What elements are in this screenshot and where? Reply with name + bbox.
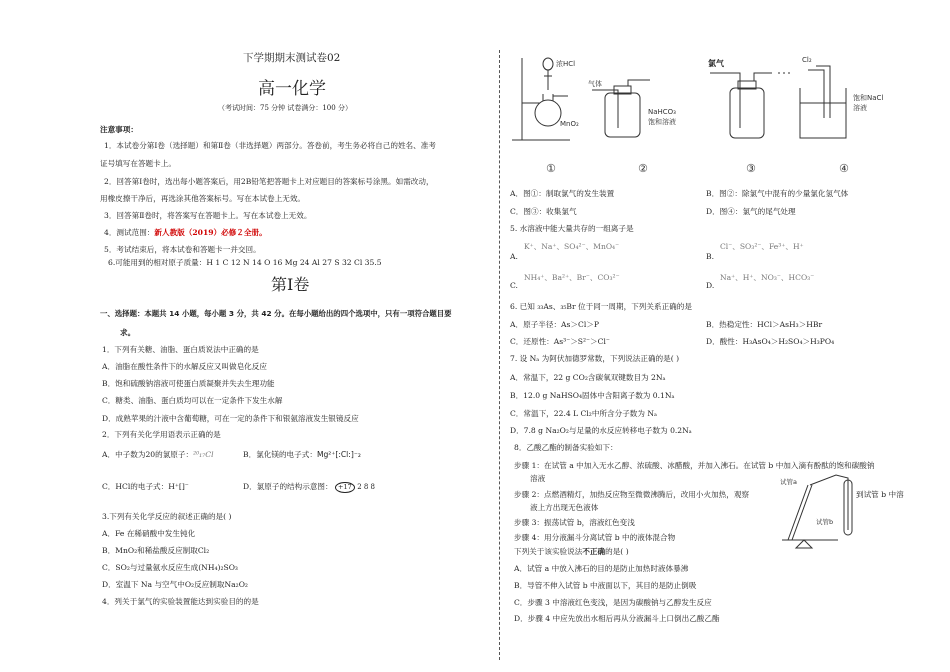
apparatus-4 xyxy=(800,66,846,138)
q6-option-c: C．还原性：As³⁻＞S²⁻＞Cl⁻ xyxy=(510,337,610,346)
q8-step-1-cont: 溶液 xyxy=(530,474,546,483)
note-2: 2．回答第Ⅰ卷时，选出每小题答案后，用2B铅笔把答题卡上对应题目的答案标号涂黑。如需改动， xyxy=(104,177,434,186)
label-conc-hcl: 浓HCl xyxy=(556,60,576,68)
note-4-prefix: 4．测试范围： xyxy=(104,228,155,237)
q8-step-3: 步骤 3：振荡试管 b，溶液红色变浅 xyxy=(514,518,635,527)
note-5: 5．考试结束后，将本试卷和答题卡一并交回。 xyxy=(104,245,261,254)
label-gas: 气体 xyxy=(588,80,602,88)
fig-num-1: ① xyxy=(546,162,556,175)
notes-heading: 注意事项： xyxy=(100,125,138,134)
q2-nucleus: +17 xyxy=(335,482,355,493)
q8-question-c: 的是( ) xyxy=(605,547,629,556)
q6-option-d: D．酸性：H₃AsO₄＞H₂SO₄＞H₃PO₄ xyxy=(706,337,835,346)
q4-option-d: D．图④：氯气的尾气处理 xyxy=(706,207,796,216)
q8-step-2-tail: 到试管 b 中溶 xyxy=(856,490,904,499)
q8-option-c: C．步骤 3 中溶液红色变浅，是因为碳酸钠与乙醇发生反应 xyxy=(514,598,712,607)
q5-option-a-ions: K⁺、Na⁺、SO₄²⁻、MnO₄⁻ xyxy=(524,242,620,251)
q2-option-a-formula: ²⁰₁₇Cl xyxy=(193,450,214,459)
q5-option-d-ions: Na⁺、H⁺、NO₃⁻、HCO₃⁻ xyxy=(720,273,815,282)
q2-option-b-formula: Mg²⁺[:Cl:]⁻₂ xyxy=(316,450,361,459)
q8-step-2: 步骤 2：点燃酒精灯，加热反应物至微微沸腾后，改用小火加热，观察 xyxy=(514,490,750,499)
q7-option-d: D．7.8 g Na₂O₂与足量的水反应转移电子数为 0.2Nₐ xyxy=(510,426,692,435)
right-column xyxy=(510,0,915,672)
q2-shells: 2 8 8 xyxy=(357,483,375,491)
q3-option-b: B．MnO₂和稀盐酸反应制取Cl₂ xyxy=(102,546,210,555)
q3-option-a: A．Fe 在稀硝酸中发生钝化 xyxy=(102,529,196,538)
q4-option-a: A．图①：制取氯气的发生装置 xyxy=(510,189,615,198)
q2-option-b-label: B．氯化镁的电子式： xyxy=(243,450,317,459)
q5-label-d: D. xyxy=(706,281,715,290)
q1-option-b: B．饱和硫酸钠溶液可使蛋白质凝聚并失去生理功能 xyxy=(102,379,275,388)
q1-option-d: D．成熟苹果的汁液中含葡萄糖，可在一定的条件下和银氨溶液发生银镜反应 xyxy=(102,414,359,423)
q2-stem: 2．下列有关化学用语表示正确的是 xyxy=(102,430,221,439)
q3-stem: 3.下列有关化学反应的叙述正确的是( ) xyxy=(102,512,232,521)
label-sat-nacl: 饱和NaCl xyxy=(853,94,884,102)
q2-option-d xyxy=(243,482,375,493)
q8-apparatus-figure xyxy=(778,470,858,552)
q6-option-a: A．原子半径：As＞Cl＞P xyxy=(510,320,599,329)
left-column xyxy=(100,0,495,672)
exam-title: 高一化学 xyxy=(258,79,326,99)
q8-option-a: A．试管 a 中放入沸石的目的是防止加热时液体暴沸 xyxy=(514,564,689,573)
q2-option-c: C．HCl的电子式：H⁺[]⁻ xyxy=(102,482,189,491)
note-3: 3．回答第Ⅱ卷时，将答案写在答题卡上。写在本试卷上无效。 xyxy=(104,211,312,220)
q8-option-b: B．导管不伸入试管 b 中液面以下，其目的是防止倒吸 xyxy=(514,581,697,590)
q4-option-c: C．图③：收集氯气 xyxy=(510,207,577,216)
q6-option-b: B．热稳定性：HCl＞AsH₃＞HBr xyxy=(706,320,823,329)
q5-label-c: C. xyxy=(510,281,518,290)
note-4-range: 新人教版（2019）必修２全册。 xyxy=(154,228,267,237)
section-title: 第Ⅰ卷 xyxy=(271,275,310,294)
q4-stem: 4．列关于氯气的实验装置能达到实验目的的是 xyxy=(102,597,259,606)
label-solution: 溶液 xyxy=(853,104,867,112)
q8-step-1: 步骤 1：在试管 a 中加入无水乙醇、浓硫酸、冰醋酸，并加入沸石。在试管 b 中加入滴有酚酞的饱和碳酸钠 xyxy=(514,461,875,470)
q8-stem: 8．乙酸乙酯的制备实验如下： xyxy=(514,443,618,452)
q5-option-b-ions: Cl⁻、SO₃²⁻、Fe³⁺、H⁺ xyxy=(720,242,804,251)
apparatus-3 xyxy=(710,73,790,138)
q8-option-d: D．步骤 4 中应先放出水相后再从分液漏斗上口倒出乙酸乙酯 xyxy=(514,614,720,623)
q5-label-b: B. xyxy=(706,252,714,261)
fig-num-4: ④ xyxy=(839,162,849,175)
column-divider xyxy=(499,50,500,660)
q8-step-2-cont: 液上方出现无色液体 xyxy=(530,503,599,512)
label-nahco3: NaHCO₃ xyxy=(648,108,676,116)
section-intro: 一、选择题：本题共 14 小题，每小题 3 分，共 42 分。在每小题给出的四个选项中，只有一项符合题目要 xyxy=(100,309,452,318)
exam-meta: （考试时间：75 分钟 试卷满分：100 分） xyxy=(218,104,352,112)
q2-option-d-label: D．氯原子的结构示意图： xyxy=(243,482,333,491)
note-1: 1．本试卷分第Ⅰ卷（选择题）和第Ⅱ卷（非选择题）两部分。答卷前，考生务必将自己的姓名、准考 xyxy=(104,141,436,150)
label-chlorine: 氯气 xyxy=(708,59,724,68)
q7-option-a: A．常温下，22 g CO₂含碳氧双键数目为 2Nₐ xyxy=(510,373,666,382)
note-6: 6.可能用到的相对原子质量：H 1 C 12 N 14 O 16 Mg 24 Al 27 S 32 Cl 35.5 xyxy=(108,258,382,267)
q8-question xyxy=(514,547,629,557)
q1-option-c: C．糖类、油脂、蛋白质均可以在一定条件下发生水解 xyxy=(102,396,283,405)
label-saturated: 饱和溶液 xyxy=(648,118,676,126)
q3-option-d: D．室温下 Na 与空气中O₂反应制取Na₂O₂ xyxy=(102,580,248,589)
note-1-cont: 证号填写在答题卡上。 xyxy=(100,159,176,168)
q2-option-a-label: A．中子数为20的氯原子： xyxy=(102,450,194,459)
q4-apparatus-figure xyxy=(510,48,915,178)
q2-option-a xyxy=(102,450,214,460)
label-cl2: Cl₂ xyxy=(802,56,812,64)
fig-num-3: ③ xyxy=(746,162,756,175)
exam-subtitle: 下学期期末测试卷02 xyxy=(243,52,341,64)
apparatus-2 xyxy=(592,80,650,137)
q4-option-b: B．图②：除氯气中混有的少量氯化氢气体 xyxy=(706,189,849,198)
q8-question-emph: 不正确 xyxy=(582,547,606,556)
q6-stem: 6. 已知 ₃₃As、₃₅Br 位于同一周期，下列关系正确的是 xyxy=(510,302,692,311)
note-2-cont: 用橡皮擦干净后，再选涂其他答案标号。写在本试卷上无效。 xyxy=(100,194,306,203)
label-mno2: MnO₂ xyxy=(560,120,579,128)
fig-num-2: ② xyxy=(638,162,648,175)
q7-stem: 7. 设 Nₐ 为阿伏加德罗常数，下列说法正确的是( ) xyxy=(510,354,680,363)
q1-option-a: A．油脂在酸性条件下的水解反应又叫做皂化反应 xyxy=(102,362,267,371)
q8-question-a: 下列关于该实验说法 xyxy=(514,547,583,556)
note-4 xyxy=(104,228,267,238)
label-tube-a: 试管a xyxy=(780,478,797,486)
q5-option-c-ions: NH₄⁺、Ba²⁺、Br⁻、CO₃²⁻ xyxy=(524,273,620,282)
label-tube-b: 试管b xyxy=(816,518,834,526)
q8-step-4: 步骤 4：用分液漏斗分离试管 b 中的液体混合物 xyxy=(514,533,676,542)
q3-option-c: C．SO₂与过量氨水反应生成(NH₄)₂SO₃ xyxy=(102,563,238,572)
q5-stem: 5. 水溶液中能大量共存的一组离子是 xyxy=(510,224,634,233)
q2-option-b xyxy=(243,450,361,460)
section-intro-cont: 求。 xyxy=(120,328,136,337)
q1-stem: 1．下列有关糖、油脂、蛋白质说法中正确的是 xyxy=(102,345,259,354)
q7-option-c: C．常温下，22.4 L Cl₂中所含分子数为 Nₐ xyxy=(510,409,657,418)
q7-option-b: B．12.0 g NaHSO₄固体中含阳离子数为 0.1Nₐ xyxy=(510,391,675,400)
q5-label-a: A. xyxy=(510,252,518,261)
